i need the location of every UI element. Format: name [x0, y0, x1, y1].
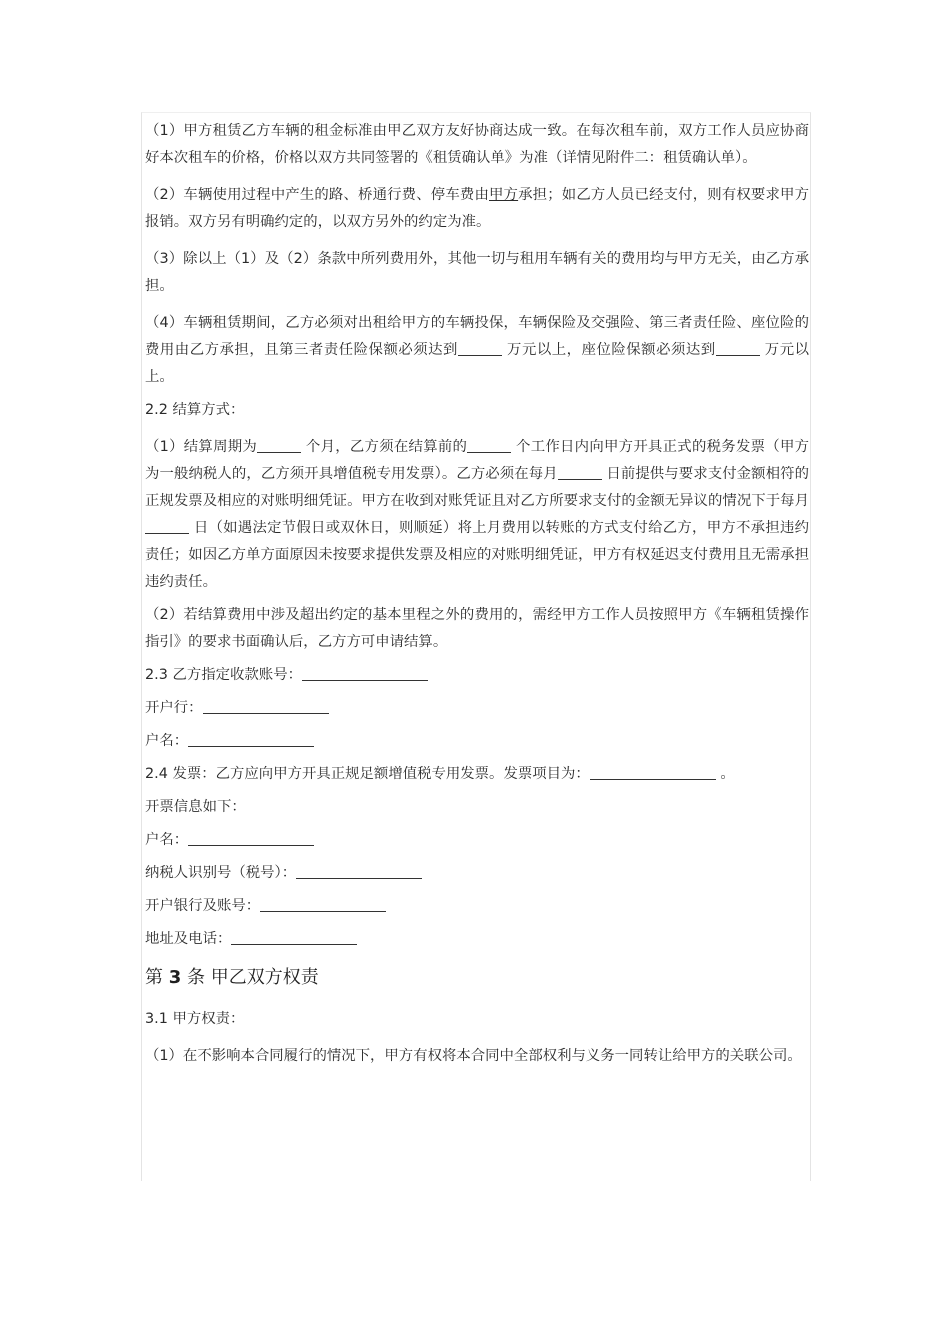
tax-id-label: 纳税人识别号（税号）：: [145, 865, 297, 881]
article-3-title: 条 甲乙双方权责: [187, 967, 319, 988]
address-line: [145, 926, 809, 953]
invoice-name-label: 户名：: [145, 832, 189, 848]
payment-clause-1: [145, 118, 809, 172]
invoice-bank-blank[interactable]: [260, 893, 386, 912]
bank-label: 开户行：: [145, 700, 203, 716]
settlement-clause-1-text-d: 日前提供与要求支付金额相符的正规发票及相应的对账明细凭证。甲方在收到对账凭证且对乙方所要求支付的金额无异议的情况下于每月: [145, 466, 809, 509]
invoice-name-line: [145, 827, 809, 854]
invoice-bank-line: [145, 893, 809, 920]
settlement-heading: 2.2 结算方式：: [145, 402, 245, 418]
account-name-line: [145, 728, 809, 755]
article-3-1-heading: 3.1 甲方权责：: [145, 1011, 245, 1027]
account-heading: 2.3 乙方指定收款账号：: [145, 667, 302, 683]
invoice-name-blank[interactable]: [188, 827, 314, 846]
third-party-amount-blank[interactable]: [458, 337, 502, 356]
payment-day-blank[interactable]: [145, 515, 189, 534]
invoice-day-blank[interactable]: [558, 461, 602, 480]
payment-clause-2-text-b: 承担；如乙方人员已经支付，则有权要求甲方报销。双方另有明确约定的，以双方另外的约定为准。: [145, 187, 809, 230]
settlement-clause-1-text-e: 日（如遇法定节假日或双休日，则顺延）将上月费用以转账的方式支付给乙方，甲方不承担违约责任；如因乙方单方面原因未按要求提供发票及相应的对账明细凭证，甲方有权延迟支付费用且无需承担违约责任。: [145, 520, 809, 590]
bank-line: [145, 695, 809, 722]
settlement-clause-2-text: （2）若结算费用中涉及超出约定的基本里程之外的费用的，需经甲方工作人员按照甲方《车辆租赁操作指引》的要求书面确认后，乙方方可申请结算。: [145, 607, 809, 650]
working-days-blank[interactable]: [467, 434, 511, 453]
payment-clause-4-text-a: （4）车辆租赁期间，乙方必须对出租给甲方的车辆投保，车辆保险及交强险、第三者责任险、座位险的费用由乙方承担，且第三者责任险保额必须达到: [145, 315, 809, 358]
payment-clause-2: [145, 182, 809, 236]
payment-clause-2-underlined-party: 甲方: [489, 187, 519, 203]
account-name-label: 户名：: [145, 733, 189, 749]
invoice-line: [145, 761, 809, 788]
payment-clause-4-text-b: 万元以上，座位险保额必须达到: [501, 342, 716, 358]
payment-clause-3-text: （3）除以上（1）及（2）条款中所列费用外，其他一切与租用车辆有关的费用均与甲方无关，由乙方承担。: [145, 251, 809, 294]
bank-blank[interactable]: [203, 695, 329, 714]
settlement-clause-1: [145, 434, 809, 596]
tax-id-line: [145, 860, 809, 887]
invoice-text: 2.4 发票：乙方应向甲方开具正规足额增值税专用发票。发票项目为：: [145, 766, 590, 782]
invoice-bank-label: 开户银行及账号：: [145, 898, 261, 914]
payment-clause-2-text-a: （2）车辆使用过程中产生的路、桥通行费、停车费由: [145, 187, 489, 203]
invoice-info-label: 开票信息如下：: [145, 799, 246, 815]
settlement-clause-1-text-a: （1）结算周期为: [145, 439, 258, 455]
seat-insurance-amount-blank[interactable]: [716, 337, 760, 356]
payment-clause-4-text-c: 万元以上。: [145, 342, 809, 385]
article-3-1-clause-1-text: （1）在不影响本合同履行的情况下，甲方有权将本合同中全部权利与义务一同转让给甲方的关联公司。: [145, 1048, 802, 1064]
document-body: [145, 118, 809, 1070]
payment-clause-3: [145, 246, 809, 300]
settlement-clause-1-text-b: 个月，乙方须在结算前的: [301, 439, 468, 455]
article-3-1-clause-1: [145, 1043, 809, 1070]
account-name-blank[interactable]: [188, 728, 314, 747]
article-3-prefix: 第: [145, 967, 163, 988]
payment-clause-4: [145, 310, 809, 391]
address-blank[interactable]: [231, 926, 357, 945]
payment-clause-1-text: （1）甲方租赁乙方车辆的租金标准由甲乙双方友好协商达成一致。在每次租车前，双方工作人员应协商好本次租车的价格，价格以双方共同签署的《租赁确认单》为准（详情见附件二：租赁确认单）。: [145, 123, 809, 166]
account-heading-line: [145, 662, 809, 689]
settlement-period-blank[interactable]: [257, 434, 301, 453]
article-3-heading: [145, 963, 809, 993]
article-3-number: 3: [168, 967, 182, 988]
address-label: 地址及电话：: [145, 931, 232, 947]
settlement-clause-2: [145, 602, 809, 656]
invoice-item-blank[interactable]: [590, 761, 716, 780]
tax-id-blank[interactable]: [296, 860, 422, 879]
account-number-blank[interactable]: [302, 662, 428, 681]
invoice-end: 。: [715, 766, 735, 782]
settlement-clause-1-text-c: 个工作日内向甲方开具正式的税务发票（甲方为一般纳税人的，乙方须开具增值税专用发票）。乙方必须在每月: [145, 439, 809, 482]
